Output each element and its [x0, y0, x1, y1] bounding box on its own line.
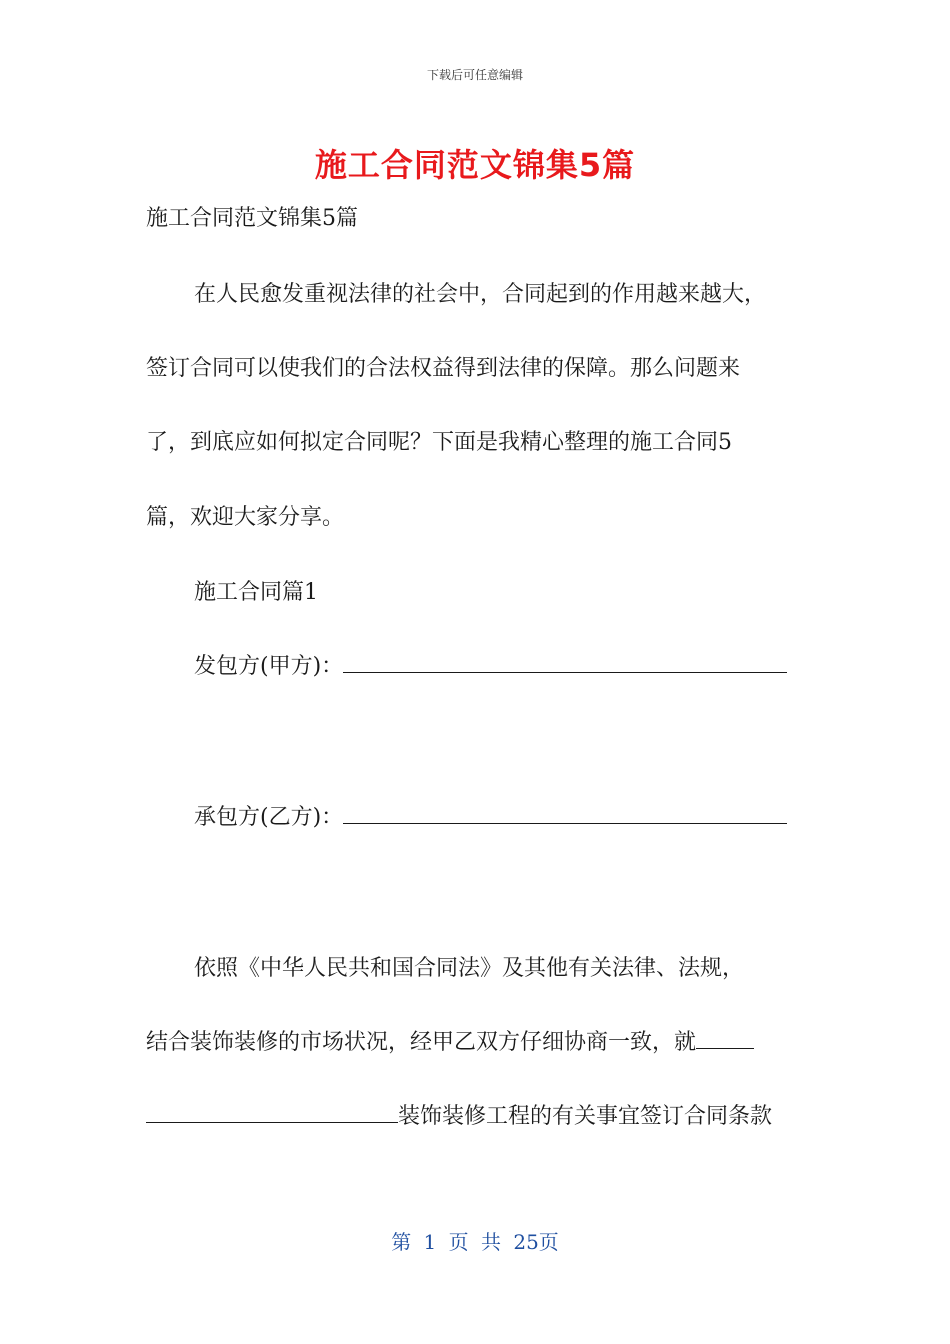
- project-name-blank-2: [146, 1102, 398, 1123]
- clause-line-3: 装饰装修工程的有关事宜签订合同条款: [398, 1104, 773, 1129]
- party-b-line: [194, 803, 806, 833]
- section-heading: 施工合同篇1: [194, 580, 318, 605]
- party-b-blank: [343, 803, 787, 824]
- clause-line-3-wrap: [146, 1102, 806, 1132]
- page-footer: 第 1 页 共 25页: [391, 1230, 559, 1254]
- party-a-line: [194, 652, 806, 682]
- document-title: 施工合同范文锦集5篇: [314, 146, 636, 184]
- project-name-blank-1: [696, 1028, 754, 1049]
- clause-line-1: 依照《中华人民共和国合同法》及其他有关法律、法规，: [194, 956, 745, 981]
- intro-line-1: 在人民愈发重视法律的社会中，合同起到的作用越来越大，: [194, 282, 767, 307]
- party-a-blank: [343, 652, 787, 673]
- clause-line-2-wrap: [146, 1028, 806, 1058]
- header-note: 下载后可任意编辑: [426, 68, 523, 82]
- party-a-label: 发包方(甲方)：: [194, 654, 344, 679]
- party-b-label: 承包方(乙方)：: [194, 805, 344, 830]
- intro-line-3: 了，到底应如何拟定合同呢？下面是我精心整理的施工合同5: [146, 430, 732, 455]
- intro-line-2: 签订合同可以使我们的合法权益得到法律的保障。那么问题来: [146, 356, 741, 381]
- clause-line-2: 结合装饰装修的市场状况，经甲乙双方仔细协商一致，就: [146, 1030, 697, 1055]
- subtitle: 施工合同范文锦集5篇: [146, 206, 358, 231]
- intro-line-4: 篇，欢迎大家分享。: [146, 505, 345, 530]
